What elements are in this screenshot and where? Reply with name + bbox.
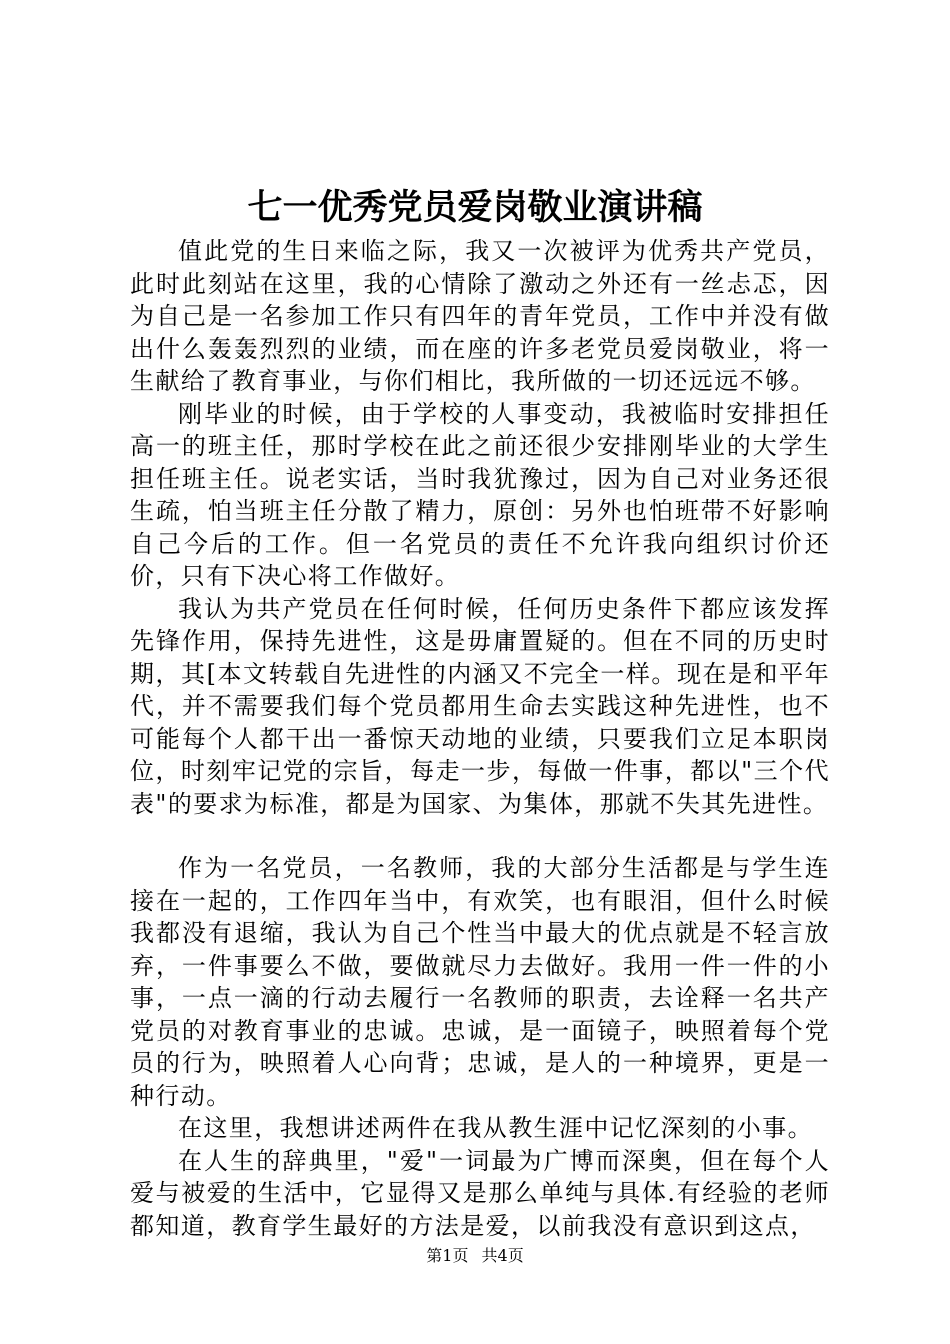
paragraph: 刚毕业的时候，由于学校的人事变动，我被临时安排担任高一的班主任，那时学校在此之前还很少安排刚毕业的大学生担任班主任。说老实话，当时我犹豫过，因为自己对业务还很生疏，怕当班主任分散了精力，原创：另外也怕班带不好影响自己今后的工作。但一名党员的责任不允许我向组织讨价还价，只有下决心将工作做好。 [130, 399, 830, 590]
page-footer [0, 1244, 950, 1268]
paragraph: 我认为共产党员在任何时候，任何历史条件下都应该发挥先锋作用，保持先进性，这是毋庸置疑的。但在不同的历史时期，其[本文转载自先进性的内涵又不完全一样。现在是和平年代，并不需要我们每个党员都用生命去实践这种先进性，也不可能每个人都干出一番惊天动地的业绩，只要我们立足本职岗位，时刻牢记党的宗旨，每走一步，每做一件事，都以"三个代表"的要求为标准，都是为国家、为集体，那就不失其先进性。 [130, 594, 830, 818]
document-body [130, 235, 830, 1242]
paragraph: 值此党的生日来临之际，我又一次被评为优秀共产党员，此时此刻站在这里，我的心情除了激动之外还有一丝忐忑，因为自己是一名参加工作只有四年的青年党员，工作中并没有做出什么轰轰烈烈的业绩，而在座的许多老党员爱岗敬业，将一生献给了教育事业，与你们相比，我所做的一切还远远不够。 [130, 237, 830, 395]
paragraph: 在这里，我想讲述两件在我从教生涯中记忆深刻的小事。 [178, 1114, 813, 1142]
document-title: 七一优秀党员爱岗敬业演讲稿 [247, 187, 703, 228]
page-number: 第1页 [426, 1246, 469, 1265]
page-total: 共4页 [481, 1246, 524, 1265]
paragraph-spacer [130, 820, 830, 852]
paragraph: 作为一名党员，一名教师，我的大部分生活都是与学生连接在一起的，工作四年当中，有欢笑，也有眼泪，但什么时候我都没有退缩，我认为自己个性当中最大的优点就是不轻言放弃，一件事要么不做，要做就尽力去做好。我用一件一件的小事，一点一滴的行动去履行一名教师的职责，去诠释一名共产党员的对教育事业的忠诚。忠诚，是一面镜子，映照着每个党员的行为，映照着人心向背；忠诚，是人的一种境界，更是一种行动。 [130, 854, 830, 1110]
paragraph: 在人生的辞典里，"爱"一词最为广博而深奥，但在每个人爱与被爱的生活中，它显得又是那么单纯与具体.有经验的老师都知道，教育学生最好的方法是爱，以前我没有意识到这点， [130, 1146, 830, 1240]
